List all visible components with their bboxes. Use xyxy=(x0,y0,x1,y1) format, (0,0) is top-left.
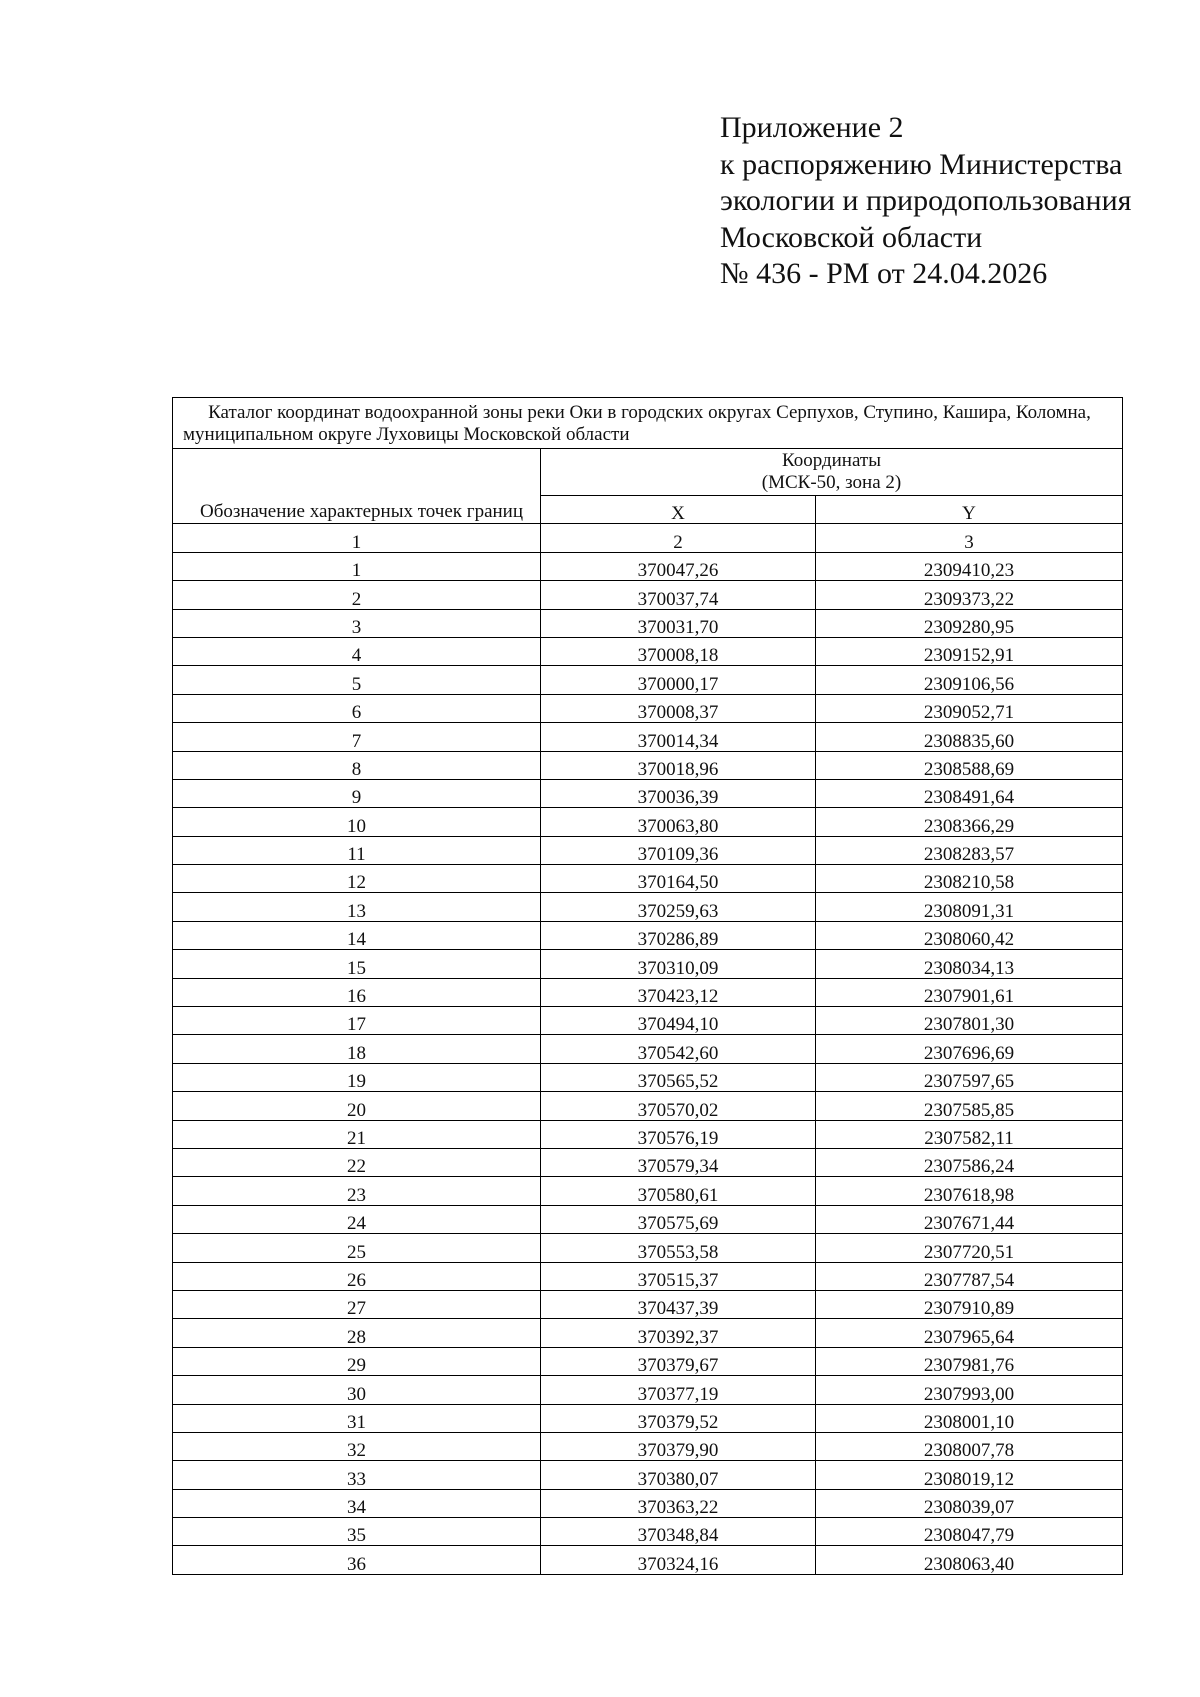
y-coordinate-cell: 2308019,12 xyxy=(816,1461,1123,1489)
table-row xyxy=(173,1205,1123,1233)
point-number-cell: 24 xyxy=(173,1205,541,1233)
header-ministry-name: экологии и природопользования xyxy=(720,184,1132,217)
table-row xyxy=(173,1007,1123,1035)
point-number-cell: 6 xyxy=(173,694,541,722)
point-number-cell: 19 xyxy=(173,1063,541,1091)
y-coordinate-cell: 2307720,51 xyxy=(816,1234,1123,1262)
x-coordinate-cell: 370164,50 xyxy=(541,865,816,893)
caption-row xyxy=(173,398,1123,449)
point-number-cell: 18 xyxy=(173,1035,541,1063)
coordinates-header xyxy=(541,449,1123,496)
header-order-reference: к распоряжению Министерства xyxy=(720,147,1123,181)
y-coordinate-cell: 2307981,76 xyxy=(816,1347,1123,1375)
point-number-cell: 17 xyxy=(173,1007,541,1035)
table-row xyxy=(173,694,1123,722)
x-coordinate-cell: 370423,12 xyxy=(541,978,816,1006)
y-coordinate-cell: 2308091,31 xyxy=(816,893,1123,921)
y-coordinate-cell: 2307801,30 xyxy=(816,1007,1123,1035)
point-number-cell: 8 xyxy=(173,751,541,779)
table-row xyxy=(173,1546,1123,1574)
y-coordinate-cell: 2309152,91 xyxy=(816,637,1123,665)
point-number-cell: 20 xyxy=(173,1092,541,1120)
point-number-cell: 26 xyxy=(173,1262,541,1290)
point-number-cell: 29 xyxy=(173,1347,541,1375)
table-row xyxy=(173,637,1123,665)
table-row xyxy=(173,1148,1123,1176)
point-number-cell: 28 xyxy=(173,1319,541,1347)
point-number-cell: 25 xyxy=(173,1234,541,1262)
x-coordinate-cell: 370494,10 xyxy=(541,1007,816,1035)
point-number-cell: 14 xyxy=(173,921,541,949)
point-number-cell: 32 xyxy=(173,1432,541,1460)
y-coordinate-cell: 2309106,56 xyxy=(816,666,1123,694)
y-coordinate-cell: 2308835,60 xyxy=(816,723,1123,751)
point-number-cell: 36 xyxy=(173,1546,541,1574)
y-coordinate-cell: 2308039,07 xyxy=(816,1489,1123,1517)
column-number: 1 xyxy=(173,524,541,552)
table-row xyxy=(173,1404,1123,1432)
point-number-cell: 27 xyxy=(173,1290,541,1318)
x-coordinate-cell: 370392,37 xyxy=(541,1319,816,1347)
table-row xyxy=(173,1120,1123,1148)
coordinates-header-system: (МСК-50, зона 2) xyxy=(761,472,902,493)
header-region: Московской области xyxy=(720,220,983,254)
header-appendix-number: Приложение 2 xyxy=(720,111,904,144)
y-coordinate-cell: 2309373,22 xyxy=(816,581,1123,609)
table-row xyxy=(173,552,1123,580)
y-coordinate-cell: 2307901,61 xyxy=(816,978,1123,1006)
table-row xyxy=(173,1234,1123,1262)
y-coordinate-cell: 2309052,71 xyxy=(816,694,1123,722)
point-number-cell: 12 xyxy=(173,865,541,893)
y-coordinate-cell: 2308007,78 xyxy=(816,1432,1123,1460)
table-row xyxy=(173,1489,1123,1517)
x-coordinate-cell: 370542,60 xyxy=(541,1035,816,1063)
y-coordinate-cell: 2308491,64 xyxy=(816,779,1123,807)
y-column-header: Y xyxy=(816,496,1123,524)
table-row xyxy=(173,1432,1123,1460)
point-designation-header: Обозначение характерных точек границ xyxy=(173,449,541,524)
x-coordinate-cell: 370008,18 xyxy=(541,637,816,665)
coordinate-catalog-table xyxy=(172,397,1123,1575)
y-coordinate-cell: 2307582,11 xyxy=(816,1120,1123,1148)
table-row xyxy=(173,978,1123,1006)
point-number-cell: 3 xyxy=(173,609,541,637)
point-number-cell: 34 xyxy=(173,1489,541,1517)
coordinates-header-title: Координаты xyxy=(782,450,881,471)
point-number-cell: 1 xyxy=(173,552,541,580)
table-row xyxy=(173,666,1123,694)
x-coordinate-cell: 370037,74 xyxy=(541,581,816,609)
point-number-cell: 16 xyxy=(173,978,541,1006)
x-coordinate-cell: 370515,37 xyxy=(541,1262,816,1290)
x-coordinate-cell: 370031,70 xyxy=(541,609,816,637)
y-coordinate-cell: 2308047,79 xyxy=(816,1518,1123,1546)
x-coordinate-cell: 370310,09 xyxy=(541,950,816,978)
table-row xyxy=(173,1262,1123,1290)
y-coordinate-cell: 2308366,29 xyxy=(816,808,1123,836)
header-row-1 xyxy=(173,449,1123,496)
x-coordinate-cell: 370259,63 xyxy=(541,893,816,921)
y-coordinate-cell: 2307585,85 xyxy=(816,1092,1123,1120)
y-coordinate-cell: 2308210,58 xyxy=(816,865,1123,893)
table-caption: Каталог координат водоохранной зоны реки Оки в городских округах Серпухов, Ступино, Кашира, Коломна, муниципальном округе Луховицы Московской области xyxy=(173,398,1123,449)
point-number-cell: 9 xyxy=(173,779,541,807)
point-number-cell: 30 xyxy=(173,1376,541,1404)
catalog-table-body xyxy=(173,398,1123,1575)
x-coordinate-cell: 370575,69 xyxy=(541,1205,816,1233)
table-row xyxy=(173,836,1123,864)
table-row xyxy=(173,1319,1123,1347)
table-row xyxy=(173,1290,1123,1318)
x-coordinate-cell: 370000,17 xyxy=(541,666,816,694)
table-row xyxy=(173,1035,1123,1063)
x-coordinate-cell: 370570,02 xyxy=(541,1092,816,1120)
point-number-cell: 2 xyxy=(173,581,541,609)
y-coordinate-cell: 2307993,00 xyxy=(816,1376,1123,1404)
y-coordinate-cell: 2308283,57 xyxy=(816,836,1123,864)
y-coordinate-cell: 2307586,24 xyxy=(816,1148,1123,1176)
x-coordinate-cell: 370109,36 xyxy=(541,836,816,864)
y-coordinate-cell: 2309280,95 xyxy=(816,609,1123,637)
table-row xyxy=(173,808,1123,836)
table-row xyxy=(173,865,1123,893)
point-number-cell: 23 xyxy=(173,1177,541,1205)
y-coordinate-cell: 2308063,40 xyxy=(816,1546,1123,1574)
table-row xyxy=(173,723,1123,751)
column-number: 3 xyxy=(816,524,1123,552)
table-row xyxy=(173,1092,1123,1120)
table-row xyxy=(173,1063,1123,1091)
table-row xyxy=(173,1347,1123,1375)
column-number-row xyxy=(173,524,1123,552)
y-coordinate-cell: 2307696,69 xyxy=(816,1035,1123,1063)
point-number-cell: 15 xyxy=(173,950,541,978)
x-coordinate-cell: 370553,58 xyxy=(541,1234,816,1262)
x-coordinate-cell: 370379,67 xyxy=(541,1347,816,1375)
y-coordinate-cell: 2307910,89 xyxy=(816,1290,1123,1318)
point-number-cell: 35 xyxy=(173,1518,541,1546)
y-coordinate-cell: 2309410,23 xyxy=(816,552,1123,580)
point-number-cell: 33 xyxy=(173,1461,541,1489)
x-coordinate-cell: 370380,07 xyxy=(541,1461,816,1489)
point-number-cell: 11 xyxy=(173,836,541,864)
x-coordinate-cell: 370363,22 xyxy=(541,1489,816,1517)
x-coordinate-cell: 370018,96 xyxy=(541,751,816,779)
table-row xyxy=(173,950,1123,978)
point-number-cell: 31 xyxy=(173,1404,541,1432)
point-number-cell: 21 xyxy=(173,1120,541,1148)
table-row xyxy=(173,921,1123,949)
x-coordinate-cell: 370047,26 xyxy=(541,552,816,580)
table-row xyxy=(173,1461,1123,1489)
y-coordinate-cell: 2307671,44 xyxy=(816,1205,1123,1233)
x-coordinate-cell: 370348,84 xyxy=(541,1518,816,1546)
x-coordinate-cell: 370008,37 xyxy=(541,694,816,722)
point-number-cell: 7 xyxy=(173,723,541,751)
y-coordinate-cell: 2307965,64 xyxy=(816,1319,1123,1347)
x-coordinate-cell: 370437,39 xyxy=(541,1290,816,1318)
x-coordinate-cell: 370379,90 xyxy=(541,1432,816,1460)
x-coordinate-cell: 370576,19 xyxy=(541,1120,816,1148)
x-coordinate-cell: 370014,34 xyxy=(541,723,816,751)
y-coordinate-cell: 2308034,13 xyxy=(816,950,1123,978)
table-row xyxy=(173,1177,1123,1205)
point-number-cell: 4 xyxy=(173,637,541,665)
x-coordinate-cell: 370580,61 xyxy=(541,1177,816,1205)
x-coordinate-cell: 370063,80 xyxy=(541,808,816,836)
y-coordinate-cell: 2308060,42 xyxy=(816,921,1123,949)
point-number-cell: 5 xyxy=(173,666,541,694)
y-coordinate-cell: 2307597,65 xyxy=(816,1063,1123,1091)
point-number-cell: 10 xyxy=(173,808,541,836)
point-number-cell: 22 xyxy=(173,1148,541,1176)
header-order-number-date: № 436 - РМ от 24.04.2026 xyxy=(720,257,1048,290)
table-row xyxy=(173,1518,1123,1546)
y-coordinate-cell: 2307618,98 xyxy=(816,1177,1123,1205)
y-coordinate-cell: 2308588,69 xyxy=(816,751,1123,779)
appendix-header xyxy=(720,110,1131,293)
table-row xyxy=(173,893,1123,921)
table-row xyxy=(173,609,1123,637)
x-column-header: X xyxy=(541,496,816,524)
y-coordinate-cell: 2307787,54 xyxy=(816,1262,1123,1290)
table-row xyxy=(173,1376,1123,1404)
y-coordinate-cell: 2308001,10 xyxy=(816,1404,1123,1432)
x-coordinate-cell: 370379,52 xyxy=(541,1404,816,1432)
x-coordinate-cell: 370324,16 xyxy=(541,1546,816,1574)
x-coordinate-cell: 370377,19 xyxy=(541,1376,816,1404)
x-coordinate-cell: 370565,52 xyxy=(541,1063,816,1091)
x-coordinate-cell: 370286,89 xyxy=(541,921,816,949)
table-row xyxy=(173,751,1123,779)
column-number: 2 xyxy=(541,524,816,552)
x-coordinate-cell: 370036,39 xyxy=(541,779,816,807)
table-row xyxy=(173,581,1123,609)
table-row xyxy=(173,779,1123,807)
x-coordinate-cell: 370579,34 xyxy=(541,1148,816,1176)
point-number-cell: 13 xyxy=(173,893,541,921)
